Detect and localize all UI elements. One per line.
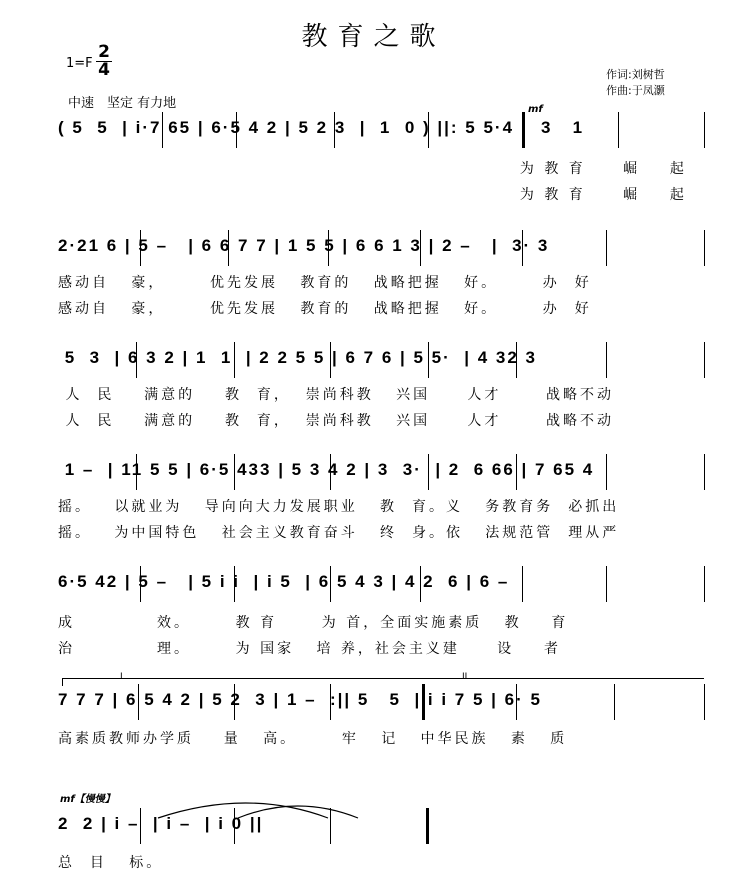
lyric-line-2-row-1: 为 教 育 崛 起 [58, 187, 687, 203]
composer-credit: 作曲:于凤灏 [606, 84, 665, 97]
time-signature-bottom: 4 [96, 61, 112, 79]
tempo-marking: 中速 坚定 有力地 [68, 96, 177, 111]
lyric-line-2-row-2: 感动自 豪， 优先发展 教育的 战略把握 好。 办 好 [58, 301, 592, 317]
lyric-line-2-row-3: 人 民 满意的 教 育， 崇尚科教 兴国 人才 战略不动 [58, 413, 615, 429]
notes-row-1: ( 5 5 | i·7 65 | 6·5 4 2 | 5 2 3 | 1 0 ) ||: 5 5·4 | 3 1 [58, 118, 585, 137]
song-title: 教育之歌 [301, 22, 446, 52]
score-row-1 [58, 104, 708, 203]
notes-row-6: 7 7 7 | 6 5 4 2 | 5 2 3 | 1 – :|| 5 5 | i i 7 5 | 6· 5 [58, 690, 542, 709]
lyric-line-2-row-4: 摇。 为中国特色 社会主义教育奋斗 终 身。依 法规范管 理从严 [58, 525, 620, 541]
notes-row-4: 1 – | 11 5 5 | 6·5 433 | 5 3 4 2 | 3 3· | 2 6 66 | 7 65 4 [58, 460, 595, 479]
lyric-line-1-row-4: 摇。 以就业为 导向向大力发展职业 教 育。义 务教育务 必抓出 [58, 499, 620, 515]
time-signature-top: 2 [98, 42, 110, 62]
dynamic-mark-row-1: mf [528, 104, 543, 115]
lyric-line-1-row-7: 总 目 标。 [58, 855, 164, 871]
lyric-line-1-row-5: 成 效。 教 育 为 首，全面实施素质 教 育 [58, 615, 569, 631]
score-row-2 [58, 230, 708, 317]
lyricist-credit: 作词:刘树哲 [606, 68, 665, 81]
notes-row-5: 6·5 42 | 5 – | 5 i i | i 5 | 6 5 4 3 | 4 2 6 | 6 – [58, 572, 510, 591]
notes-row-7: 2 2 | i – | i – | i 0 || [58, 814, 264, 833]
dynamic-mark-row-7: mf【慢慢】 [60, 794, 115, 805]
notes-row-2: 2·21 6 | 5 – | 6 6 7 7 | 1 5 5 | 6 6 1 3 | 2 – | 3· 3 [58, 236, 550, 255]
lyric-line-1-row-6: 高素质教师办学质 量 高。 牢 记 中华民族 素 质 [58, 731, 568, 747]
volta-2-label: II [462, 672, 468, 682]
score-row-4 [58, 454, 708, 541]
lyric-line-2-row-5: 治 理。 为 国家 培 养，社会主义建 设 者 [58, 641, 561, 657]
lyric-line-1-row-3: 人 民 满意的 教 育， 崇尚科教 兴国 人才 战略不动 [58, 387, 615, 403]
time-signature [96, 44, 112, 79]
key-signature: 1=F [66, 56, 93, 71]
volta-1-label: I [120, 672, 123, 682]
score-row-3 [58, 342, 708, 429]
lyric-line-1-row-1: 为 教 育 崛 起 [58, 161, 687, 177]
lyric-line-1-row-2: 感动自 豪， 优先发展 教育的 战略把握 好。 办 好 [58, 275, 592, 291]
notes-row-3: 5 3 | 6 3 2 | 1 1 | 2 2 5 5 | 6 7 6 | 5 5· | 4 32 3 [58, 348, 537, 367]
score-row-7 [58, 794, 708, 871]
score-row-6 [58, 672, 708, 747]
score-row-5 [58, 566, 708, 657]
